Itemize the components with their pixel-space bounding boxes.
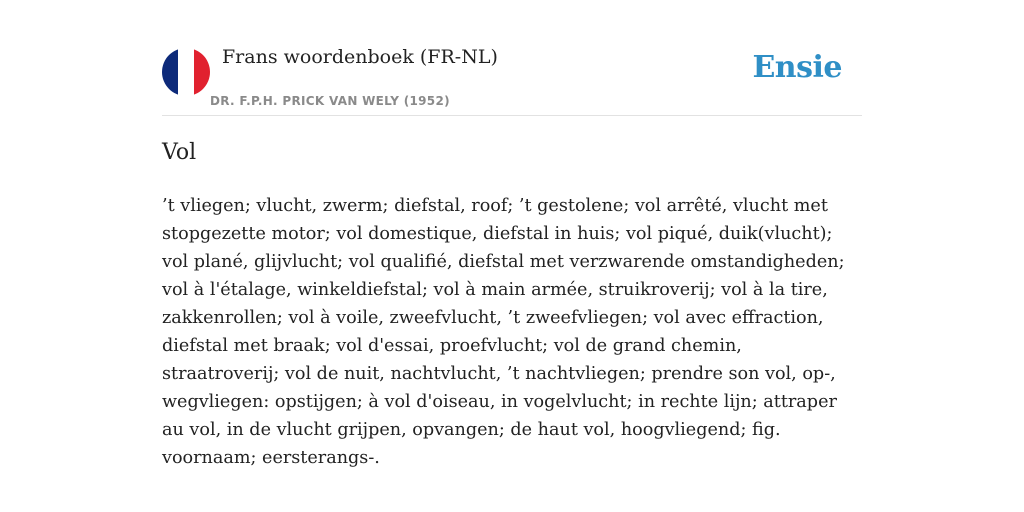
flag-band-red [194, 48, 210, 96]
dictionary-title[interactable]: Frans woordenboek (FR-NL) [222, 46, 498, 68]
entry-definition: ’t vliegen; vlucht, zwerm; diefstal, roof; ’t gestolene; vol arrêté, vlucht met stopgezette motor; vol domestique, diefstal in huis; vol piqué, duik(vlucht); vol plané, glijvlucht; vol qualifié, diefstal met verzwarende omstandigheden; vol à l'étalage, winkeldiefstal; vol à main armée, struikroverij; vol à la tire, zakkenrollen; vol à voile, zweefvlucht, ’t zweefvliegen; vol avec effraction, diefstal met braak; vol d'essai, proefvlucht; vol de grand chemin, straatroverij; vol de nuit, nachtvlucht, ’t nachtvliegen; prendre son vol, op-, wegvliegen: opstijgen; à vol d'oiseau, in vogelvlucht; in rechte lijn; attraper au vol, in de vlucht grijpen, opvangen; de haut vol, hoogvliegend; fig. voornaam; eersterangs-. [162, 196, 845, 468]
flag-band-white [178, 48, 194, 96]
dictionary-header [162, 44, 862, 116]
flag-band-blue [162, 48, 178, 96]
header-divider [162, 115, 862, 116]
entry-term: Vol [162, 140, 197, 165]
france-flag-icon [162, 48, 210, 96]
dictionary-author: DR. F.P.H. PRICK VAN WELY (1952) [210, 94, 450, 108]
ensie-logo[interactable]: Ensie [752, 50, 842, 85]
